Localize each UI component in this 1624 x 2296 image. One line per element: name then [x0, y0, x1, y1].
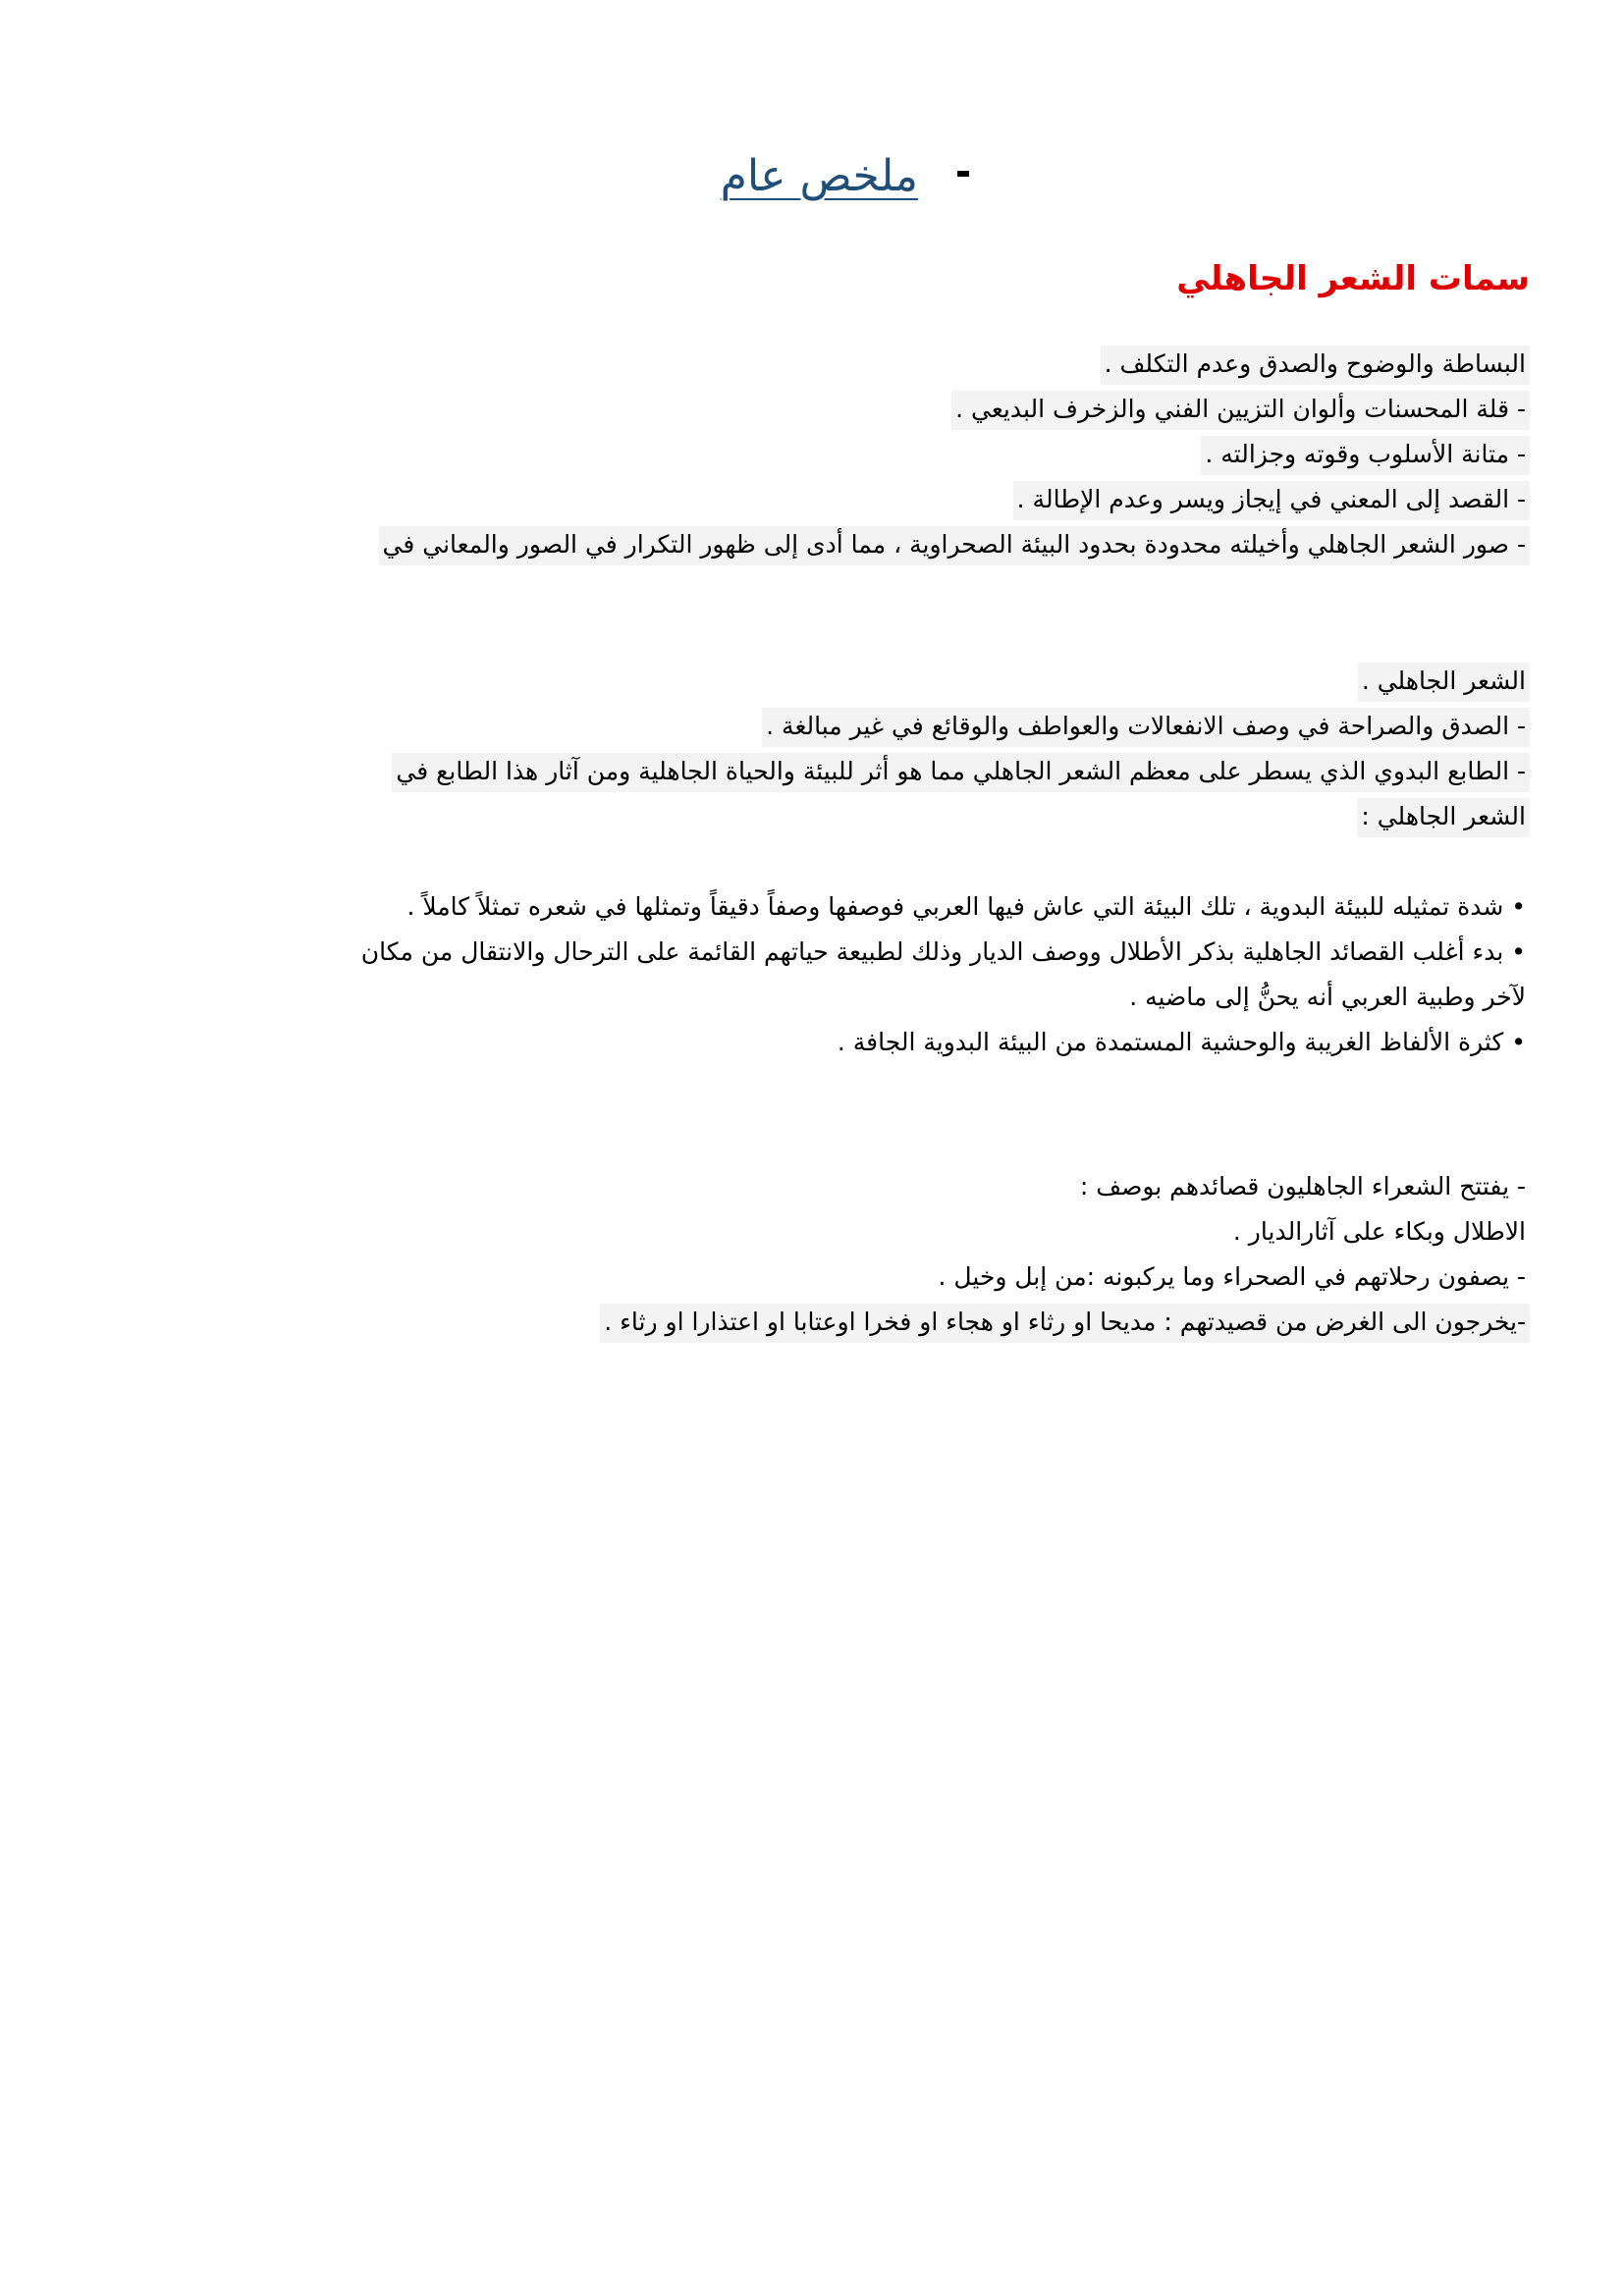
title-row	[0, 147, 1624, 216]
section2-line-1: الشعر الجاهلي .	[1358, 663, 1530, 702]
section3-bullet-2-cont: لآخر وطبية العربي أنه يحنُّ إلى ماضيه .	[1129, 983, 1526, 1011]
section2-line-2: - الصدق والصراحة في وصف الانفعالات والعواطف والوقائع في غير مبالغة .	[762, 708, 1530, 747]
section1-line-5: - صور الشعر الجاهلي وأخيلته محدودة بحدود البيئة الصحراوية ، مما أدى إلى ظهور التكرار في الصور والمعاني في	[379, 526, 1530, 565]
section3-bullet-2: • بدء أغلب القصائد الجاهلية بذكر الأطلال ووصف الديار وذلك لطبيعة حياتهم القائمة على الترحال والانتقال من مكان	[360, 937, 1526, 966]
section4-line-4: -يخرجون الى الغرض من قصيدتهم : مديحا او رثاء او هجاء او فخرا اوعتابا او اعتذارا او رثاء .	[600, 1304, 1530, 1343]
section4-line-1: - يفتتح الشعراء الجاهليون قصائدهم بوصف :	[1079, 1172, 1526, 1201]
section1-line-1: البساطة والوضوح والصدق وعدم التكلف .	[1101, 346, 1530, 385]
section1-line-3: - متانة الأسلوب وقوته وجزالته .	[1201, 436, 1530, 475]
title-bullet	[957, 171, 969, 177]
section3-bullet-3: • كثرة الألفاظ الغريبة والوحشية المستمدة من البيئة البدوية الجافة .	[837, 1028, 1526, 1056]
section-heading: سمات الشعر الجاهلي	[1176, 259, 1530, 298]
section2-line-4: الشعر الجاهلي :	[1357, 798, 1530, 837]
page-title: ملخص عام	[720, 151, 918, 201]
section4-line-2: الاطلال وبكاء على آثارالديار .	[1232, 1217, 1526, 1246]
section3-bullet-1: • شدة تمثيله للبيئة البدوية ، تلك البيئة التي عاش فيها العربي فوصفها وصفاً دقيقاً وتمثلها في شعره تمثلاً كاملاً .	[406, 892, 1526, 921]
section4-line-3: - يصفون رحلاتهم في الصحراء وما يركبونه :من إبل وخيل .	[938, 1262, 1526, 1291]
section1-line-2: - قلة المحسنات وألوان التزيين الفني والزخرف البديعي .	[951, 391, 1530, 430]
section2-line-3: - الطابع البدوي الذي يسطر على معظم الشعر الجاهلي مما هو أثر للبيئة والحياة الجاهلية ومن آثار هذا الطابع في	[392, 753, 1530, 792]
section1-line-4: - القصد إلى المعني في إيجاز ويسر وعدم الإطالة .	[1013, 481, 1530, 520]
